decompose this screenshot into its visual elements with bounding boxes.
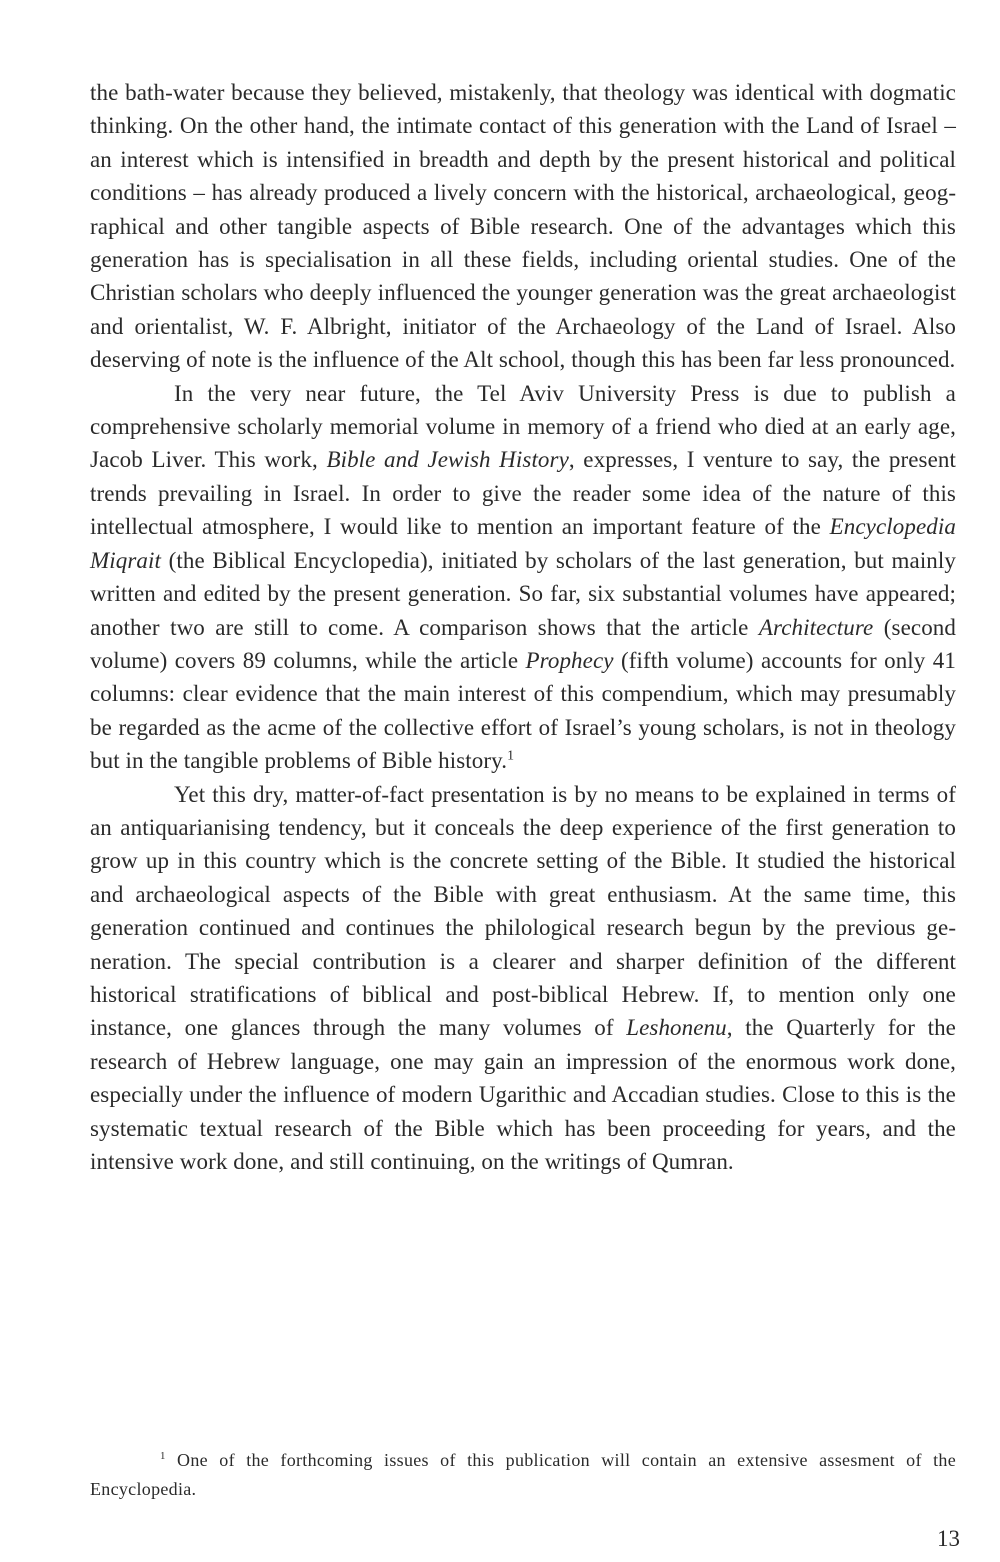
text-run: (fifth volume) accounts for only 41 columns: clear evidence that the main interest of this compendium, which may presumably be regarded as the acme of the collective effort of Israel’s young scholars, is not in theology but in the tangible problems of Bible history. bbox=[90, 647, 956, 774]
italic-title: Architecture bbox=[758, 614, 874, 640]
text-run: , expresses, I venture to say, the present trends prevailing in Israel. In order to give the reader some idea of the nature of this intellectual atmosphere, I would like to mention an important feature of the bbox=[90, 447, 956, 540]
paragraph bbox=[90, 377, 956, 778]
italic-title: Leshonenu bbox=[626, 1015, 727, 1041]
footnote-marker: 1 bbox=[160, 1450, 166, 1462]
text-run: Yet this dry, matter-of-fact presentation is by no means to be explained in terms of an antiquarianising tendency, but it conceals the deep experience of the first generation to grow up in this country which is the concrete setting of the Bible. It studied the historical and archaeological aspects of the Bible with great enthusiasm. At the same time, this generation continued and continues the philological research begun by the previous generation. The special contribution is a clearer and sharper definition of the different historical stratifications of biblical and post-biblical Hebrew. If, to mention only one instance, one glances through the many volumes of bbox=[90, 781, 956, 1041]
text-run: In the very near future, the Tel Aviv University Press is due to publish a comprehensive scholarly memorial volume in memory of a friend who died at an early age, Jacob Liver. This work, bbox=[90, 380, 956, 473]
paragraph bbox=[90, 76, 956, 377]
main-text bbox=[90, 76, 956, 1178]
italic-title: Prophecy bbox=[525, 647, 614, 673]
footnote-text: One of the forthcoming issues of this publication will contain an extensive assesment of the Encyclopedia. bbox=[90, 1450, 956, 1499]
page-number: 13 bbox=[937, 1526, 960, 1551]
text-run: (second volume) covers 89 columns, while the article bbox=[90, 614, 956, 673]
footnote bbox=[90, 1446, 956, 1504]
italic-title: Bible and Jewish History bbox=[326, 447, 569, 473]
text-run: (the Biblical Encyclopedia), initiated by scholars of the last generation, but mainly written and edited by the present generation. So far, six substantial volumes have appeared; another two are still to come. A comparison shows that the article bbox=[90, 547, 956, 640]
italic-title: Encyclopedia Miqrait bbox=[90, 514, 956, 573]
paragraph bbox=[90, 778, 956, 1179]
text-run: , the Quarterly for the research of Hebrew language, one may gain an impression of the enormous work done, especially under the influence of modern Ugarithic and Accadian studies. Close to this is the systematic textual research of the Bible which has been proceeding for years, and the intensive work done, and still continuing, on the writings of Qumran. bbox=[90, 1015, 956, 1174]
footnote-reference: 1 bbox=[507, 747, 515, 763]
text-run: the bath-water because they believed, mistakenly, that theology was identical with dogmatic thinking. On the other hand, the intimate contact of this generation with the Land of Israel – an interest which is intensified in breadth and depth by the present historical and political conditions – has already produced a lively concern with the historical, archaeological, geographical and other tangible aspects of Bible research. One of the advantages which this generation has is specialisation in all these fields, including oriental studies. One of the Christian scholars who deeply influenced the younger generation was the great archaeologist and orientalist, W. F. Albright, initiator of the Archaeology of the Land of Israel. Also deserving of note is the influence of the Alt school, though this has been far less pronounced. bbox=[90, 80, 956, 373]
